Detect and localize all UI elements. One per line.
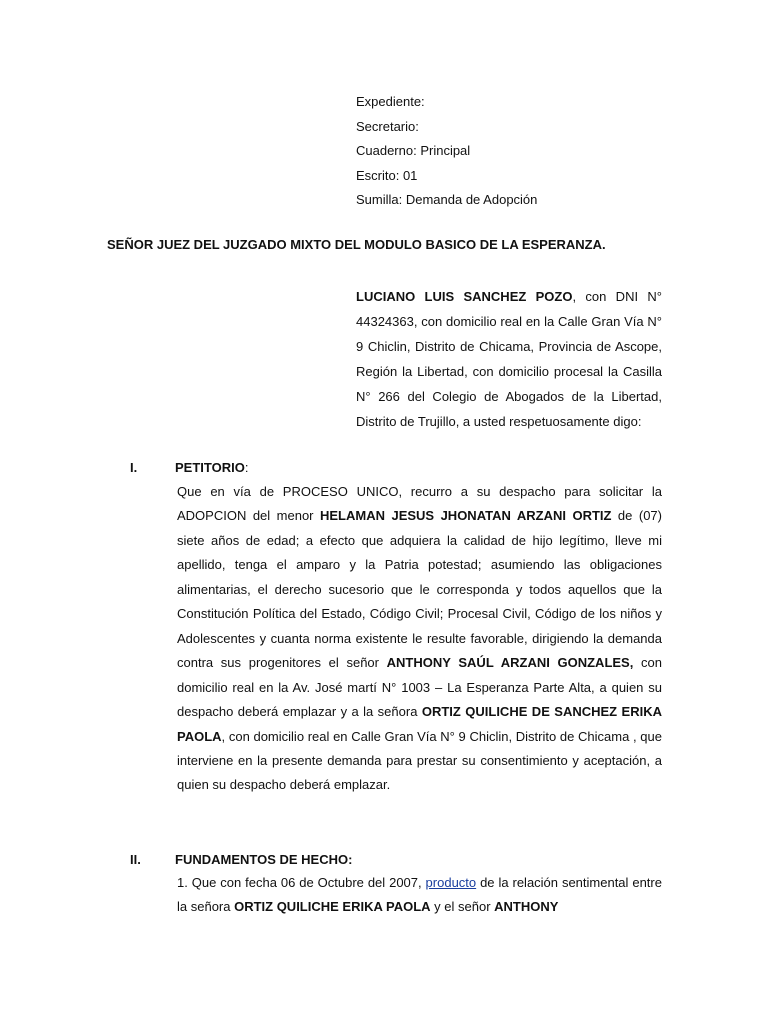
paragraph-text: 1. Que con fecha 06 de Octubre del 2007, [177, 875, 426, 890]
petitorio-paragraph [177, 480, 662, 825]
paragraph-text: , con domicilio real en Calle Gran Vía N° 9 Chiclin, Distrito de Chicama , que interviene en la presente demanda para prestar su consentimiento y aceptación, a quien su despacho deberá emplazar. [177, 728, 662, 793]
mother-name: ORTIZ QUILICHE DE SANCHEZ ERIKA PAOLA [177, 704, 662, 744]
section-title: PETITORIO [175, 460, 245, 475]
father-name: ANTHONY SAÚL ARZANI GONZALES, [386, 655, 634, 671]
paragraph-text: de (07) siete años de edad; a efecto que adquiera la calidad de hijo legítimo, lleve mi apellido, tenga el amparo y la Patria potestad; asumiendo las obligaciones alimentarias, el derecho sucesorio que le corresponda y todos aquellos que la Constitución Política del Estado, Código Civil; Procesal Civil, Código de los niños y Adolescentes y cuanta norma existente le resulte favorable, dirigiendo la demanda contra sus progenitores el señor [177, 508, 662, 671]
section-heading-fundamentos [130, 850, 670, 870]
petitioner-name: LUCIANO LUIS SANCHEZ POZO [356, 289, 573, 304]
section-title: FUNDAMENTOS DE HECHO: [175, 852, 353, 867]
producto-link[interactable]: producto [425, 875, 477, 890]
secretario-line: Secretario: [356, 118, 419, 134]
section-heading-petitorio [130, 458, 670, 478]
court-addressee-title: SEÑOR JUEZ DEL JUZGADO MIXTO DEL MODULO BASICO DE LA ESPERANZA. [107, 237, 606, 252]
escrito-line: Escrito: 01 [356, 167, 418, 183]
fundamentos-paragraph-1 [177, 871, 662, 931]
section-number: I. [130, 460, 138, 475]
paragraph-text: Que en vía de PROCESO UNICO, recurro a su despacho para solicitar la ADOPCION del menor [177, 484, 662, 524]
expediente-line: Expediente: [356, 94, 425, 109]
petitioner-identification [356, 285, 662, 434]
section-number: II. [130, 852, 141, 867]
paragraph-text: y el señor [430, 899, 495, 915]
sumilla-line: Sumilla: Demanda de Adopción [356, 192, 538, 207]
case-header [356, 90, 676, 213]
petitioner-details: , con DNI N° 44324363, con domicilio real en la Calle Gran Vía N° 9 Chiclin, Distrito de Chicama, Provincia de Ascope, Región la Libertad, con domicilio procesal la Casilla N° 266 del Colegio de Abogados de la Libertad, Distrito de Trujillo, a usted respetuosamente digo: [356, 289, 662, 429]
cuaderno-line: Cuaderno: Principal [356, 143, 471, 158]
paragraph-text: con domicilio real en la Av. José martí N° 1003 – La Esperanza Parte Alta, a quien su despacho deberá emplazar y a la señora [177, 655, 662, 720]
section-title-colon: : [244, 460, 249, 475]
father-name-partial: ANTHONY [494, 899, 559, 915]
paragraph-text: de la relación sentimental entre la señora [177, 875, 662, 915]
mother-name: ORTIZ QUILICHE ERIKA PAOLA [234, 899, 431, 915]
minor-name: HELAMAN JESUS JHONATAN ARZANI ORTIZ [319, 508, 612, 524]
